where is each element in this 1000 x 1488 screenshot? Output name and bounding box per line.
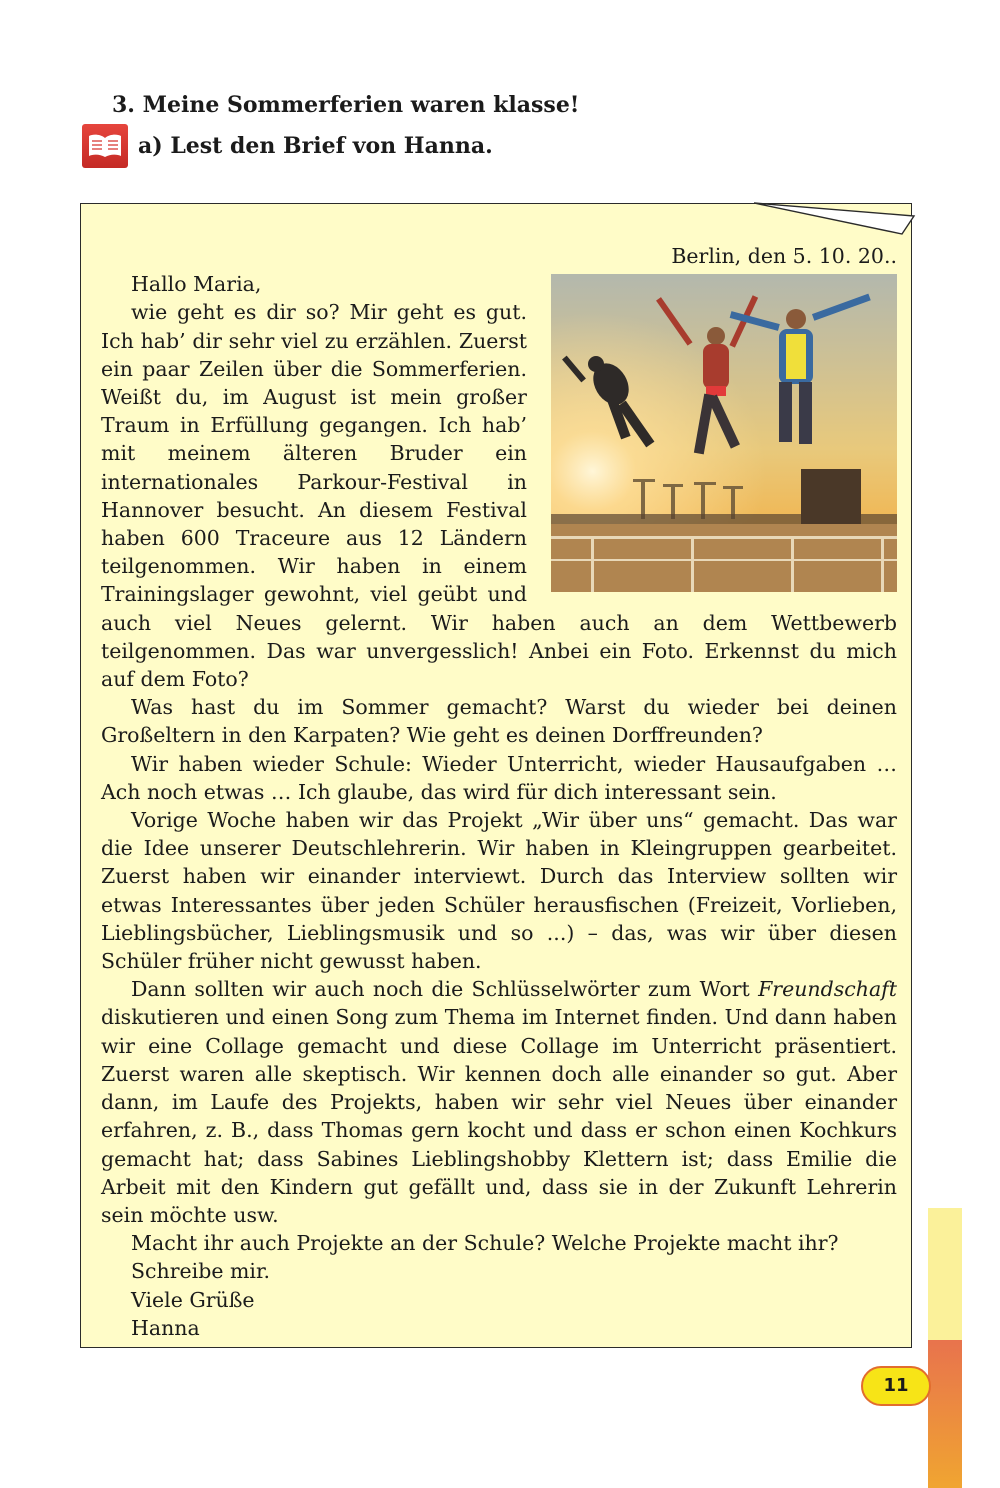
paragraph-5-italic-word: Freundschaft [758,977,897,1002]
letter-fold-corner [752,200,916,236]
parkour-photo [551,274,897,592]
letter-date: Berlin, den 5. 10. 20.. [671,244,897,268]
task-instruction: a) Lest den Brief von Hanna. [138,133,493,159]
letter-paragraph-6: Macht ihr auch Projekte an der Schule? Welche Projekte macht ihr? [131,1231,839,1256]
page-number-badge: 11 [861,1366,931,1406]
paragraph-5-end: diskutieren und einen Song zum Thema im Internet finden. Und dann haben wir eine Collage gemacht und diese Collage im Unterricht präsentiert. Zuerst waren alle skeptisch. Wir kennen doch alle einander so gut. Aber dann, im Laufe des Projekts, haben wir sehr viel Neues über einander erfahren, z. B., dass Thomas gern kocht und dass er schon einen Kochkurs gemacht hat; dass Sabines Lieblingshobby Klettern ist; dass Emilie die Arbeit mit den Kindern gut gefällt und, dass sie in der Zukunft Lehrerin sein möchte usw. [101,1005,897,1227]
book-icon [82,124,128,168]
paragraph-5-start: Dann sollten wir auch noch die Schlüsselwörter zum Wort [131,977,759,1002]
letter-paragraph-1: wie geht es dir so? Mir geht es gut. Ich hab’ dir sehr viel zu erzählen. Zuerst ein paar Zeilen über die Sommerferien. Weißt du, im August ist mein großer Traum in Erfüllung gegangen. Ich hab’ mit meinem älteren Bruder ein internationales Parkour-Festival in Hannover besucht. An diesem Festival haben 600 Traceure aus 12 Ländern teilgenommen. Wir haben in einem Trainingslager gewohnt, viel geübt und auch viel Neues gelernt. Wir haben auch an dem Wettbewerb teilgenommen. Das war unvergesslich! Anbei ein Foto. Erkennst du mich auf dem Foto? [101,300,897,692]
letter-paragraph-2: Was hast du im Sommer gemacht? Warst du wieder bei deinen Großeltern in den Karpaten? Wie geht es deinen Dorffreunden? [101,695,897,748]
letter-closing-2: Viele Grüße [131,1287,255,1312]
letter-closing-1: Schreibe mir. [131,1259,271,1284]
exercise-heading: 3. Meine Sommerferien waren klasse! [112,92,580,118]
letter-text [101,242,897,1342]
letter-greeting: Hallo Maria, [131,272,262,297]
letter-paragraph-4: Vorige Woche haben wir das Projekt „Wir über uns“ gemacht. Das war die Idee unserer Deutschlehrerin. Wir haben in Kleingruppen gearbeitet. Zuerst haben wir einander interviewt. Durch das Interview sollten wir etwas Interessantes über jeden Schüler herausfischen (Freizeit, Vorlieben, Lieblingsbücher, Lieblingsmusik und so ...) – das, was wir über diesen Schüler früher nicht gewusst haben. [101,808,897,974]
letter-paragraph-3: Wir haben wieder Schule: Wieder Unterricht, wieder Hausaufgaben … Ach noch etwas … Ich glaube, das wird für dich interessant sein. [101,751,897,804]
letter-signature: Hanna [131,1315,200,1340]
letter-paragraph-5 [101,975,897,1229]
page-edge-stripe-orange [928,1340,962,1488]
